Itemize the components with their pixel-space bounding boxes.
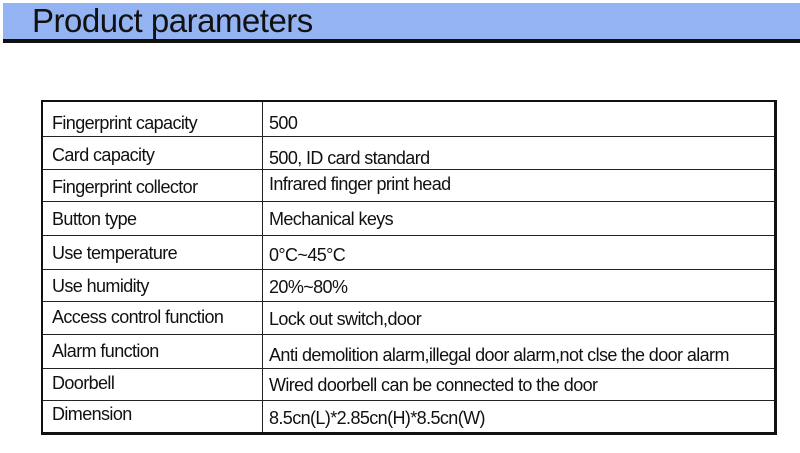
parameters-table — [41, 100, 777, 435]
parameter-label: Card capacity — [42, 136, 263, 169]
parameter-label: Alarm function — [42, 334, 263, 368]
parameter-value: Anti demolition alarm,illegal door alarm,not clse the door alarm — [263, 334, 776, 368]
parameter-value: 20%~80% — [263, 269, 776, 301]
parameter-value: 500 — [263, 101, 776, 136]
table-row — [42, 101, 776, 136]
page-title: Product parameters — [32, 2, 313, 39]
table-row — [42, 301, 776, 334]
table-row — [42, 136, 776, 169]
parameter-label: Doorbell — [42, 368, 263, 400]
table-row — [42, 201, 776, 235]
parameter-label: Access control function — [42, 301, 263, 334]
parameter-value: 8.5cn(L)*2.85cn(H)*8.5cn(W) — [263, 400, 776, 433]
parameter-label: Fingerprint collector — [42, 169, 263, 201]
table-row — [42, 334, 776, 368]
parameter-value: 0°C~45°C — [263, 235, 776, 269]
parameter-value: Mechanical keys — [263, 201, 776, 235]
parameter-label: Use temperature — [42, 235, 263, 269]
parameter-value: Lock out switch,door — [263, 301, 776, 334]
parameter-label: Dimension — [42, 400, 263, 433]
table-row — [42, 235, 776, 269]
parameter-value: 500, ID card standard — [263, 136, 776, 169]
parameter-value: Infrared finger print head — [263, 169, 776, 201]
table-row — [42, 368, 776, 400]
parameter-label: Use humidity — [42, 269, 263, 301]
header-banner — [3, 3, 800, 39]
parameter-value: Wired doorbell can be connected to the door — [263, 368, 776, 400]
table-row — [42, 169, 776, 201]
table-row — [42, 400, 776, 433]
parameter-label: Button type — [42, 201, 263, 235]
parameter-label: Fingerprint capacity — [42, 101, 263, 136]
table-row — [42, 269, 776, 301]
